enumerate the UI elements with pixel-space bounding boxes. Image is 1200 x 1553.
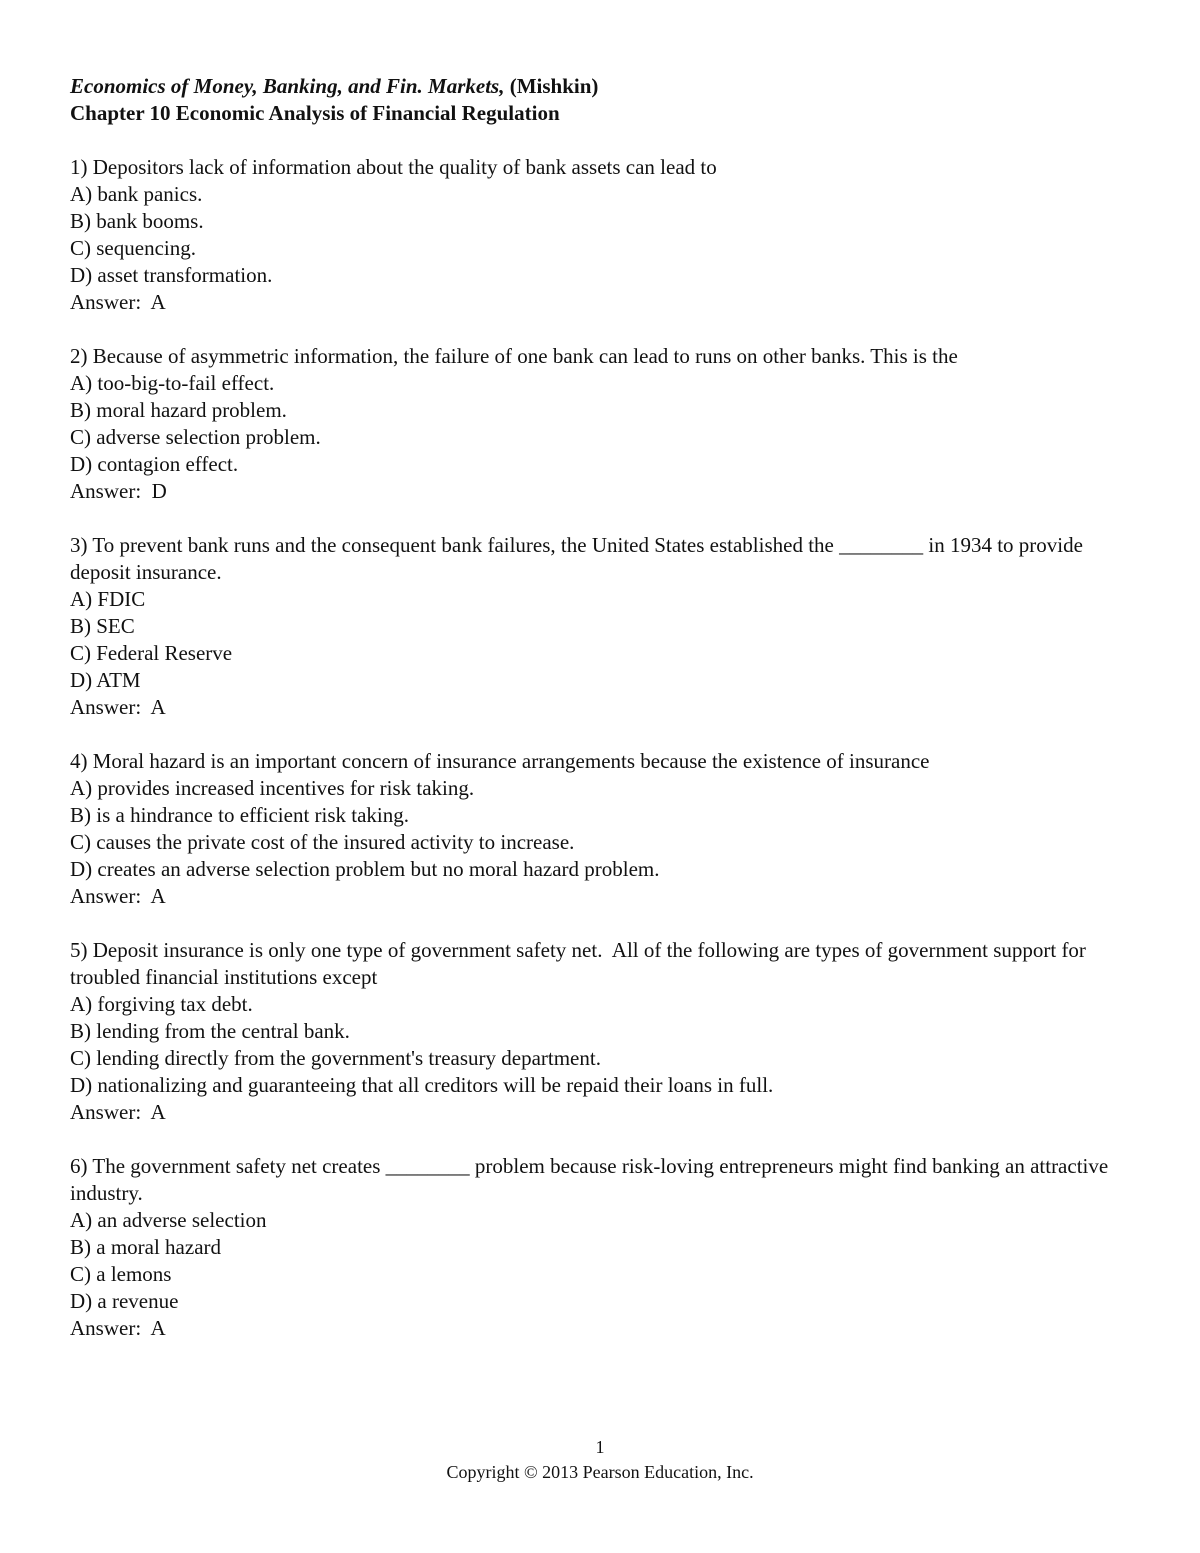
option-d: D) asset transformation. [70,263,273,287]
book-title [70,73,1140,100]
question-5 [70,937,1140,1126]
option-c: C) causes the private cost of the insured activity to increase. [70,830,575,854]
question-4 [70,748,1140,910]
option-a: A) too-big-to-fail effect. [70,371,275,395]
option-b: B) SEC [70,614,135,638]
option-d: D) a revenue [70,1289,179,1313]
option-c: C) a lemons [70,1262,172,1286]
option-a: A) FDIC [70,587,146,611]
question-1 [70,154,1140,316]
answer: Answer: A [70,1316,166,1340]
document-page [70,73,1140,1369]
answer: Answer: D [70,479,167,503]
option-b: B) bank booms. [70,209,204,233]
chapter-title: Chapter 10 Economic Analysis of Financial Regulation [70,101,560,125]
option-a: A) bank panics. [70,182,203,206]
copyright-notice: Copyright © 2013 Pearson Education, Inc. [446,1462,754,1482]
question-2 [70,343,1140,505]
page-number: 1 [595,1437,605,1457]
question-stem: 4) Moral hazard is an important concern of insurance arrangements because the existence of insurance [70,749,930,773]
option-a: A) an adverse selection [70,1208,267,1232]
option-b: B) lending from the central bank. [70,1019,350,1043]
book-title-text: Economics of Money, Banking, and Fin. Markets, [70,74,505,98]
answer: Answer: A [70,290,166,314]
answer: Answer: A [70,1100,166,1124]
option-d: D) creates an adverse selection problem but no moral hazard problem. [70,857,660,881]
option-d: D) ATM [70,668,141,692]
option-c: C) adverse selection problem. [70,425,321,449]
option-c: C) Federal Reserve [70,641,233,665]
question-stem: 6) The government safety net creates ________ problem because risk-loving entrepreneurs might find banking an attractive industry. [70,1154,1114,1205]
question-stem: 5) Deposit insurance is only one type of government safety net. All of the following are types of government support for troubled financial institutions except [70,938,1092,989]
question-stem: 3) To prevent bank runs and the consequent bank failures, the United States established the ________ in 1934 to provide deposit insurance. [70,533,1089,584]
option-d: D) contagion effect. [70,452,239,476]
option-c: C) lending directly from the government's treasury department. [70,1046,601,1070]
option-b: B) moral hazard problem. [70,398,287,422]
option-d: D) nationalizing and guaranteeing that all creditors will be repaid their loans in full. [70,1073,774,1097]
option-a: A) provides increased incentives for risk taking. [70,776,475,800]
question-stem: 2) Because of asymmetric information, the failure of one bank can lead to runs on other banks. This is the [70,344,958,368]
book-author: (Mishkin) [504,74,599,98]
option-a: A) forgiving tax debt. [70,992,253,1016]
answer: Answer: A [70,695,166,719]
question-6 [70,1153,1140,1342]
option-b: B) a moral hazard [70,1235,222,1259]
option-b: B) is a hindrance to efficient risk taking. [70,803,410,827]
question-stem: 1) Depositors lack of information about the quality of bank assets can lead to [70,155,717,179]
answer: Answer: A [70,884,166,908]
question-3 [70,532,1140,721]
option-c: C) sequencing. [70,236,196,260]
